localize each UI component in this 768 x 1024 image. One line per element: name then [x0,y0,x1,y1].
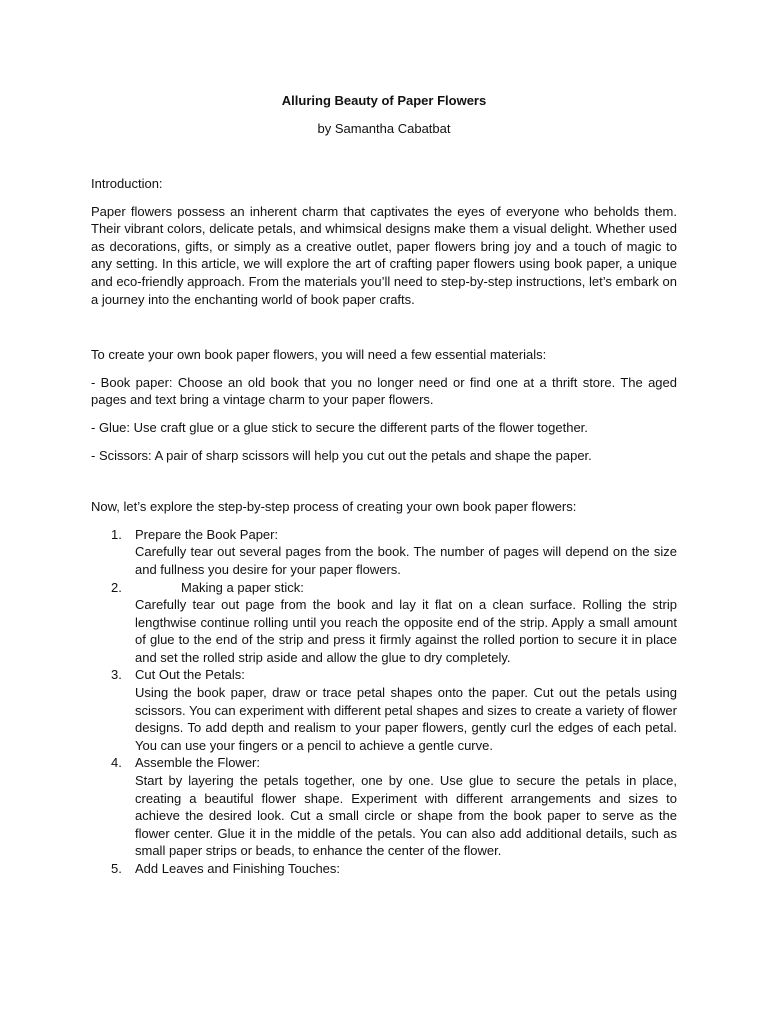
steps-list [91,526,677,878]
step-title: Making a paper stick: [181,579,304,595]
step-number: 1. [111,526,122,542]
step-number: 4. [111,755,122,771]
step-item [91,754,677,860]
step-title: Prepare the Book Paper: [135,526,279,542]
material-item-book-paper: - Book paper: Choose an old book that you no longer need or find one at a thrift store. The aged pages and text bring a vintage charm to your paper flowers. [91,374,677,408]
document-body [91,175,677,878]
process-intro: Now, let’s explore the step-by-step process of creating your own book paper flowers: [91,499,577,515]
step-body: Start by layering the petals together, one by one. Use glue to secure the petals in place, creating a beautiful flower shape. Experiment with different arrangements and sizes to achieve the desired look. Cut a small circle or shape from the book paper to serve as the flower center. Glue it in the middle of the petals. You can also add additional details, such as small paper strips or beads, to enhance the center of the flower. [135,773,677,859]
step-number: 2. [111,579,122,595]
step-title: Add Leaves and Finishing Touches: [135,861,341,876]
intro-paragraph: Paper flowers possess an inherent charm that captivates the eyes of everyone who beholds them. Their vibrant colors, delicate petals, and whimsical designs make them a visual delight. Whether used as decorations, gifts, or simply as a creative outlet, paper flowers bring joy and a touch of magic to any setting. In this article, we will explore the art of crafting paper flowers using book paper, a unique and eco-friendly approach. From the materials you’ll need to step-by-step instructions, let’s embark on a journey into the enchanting world of book paper crafts. [91,203,677,307]
intro-heading: Introduction: [91,176,163,191]
material-item-scissors: - Scissors: A pair of sharp scissors will help you cut out the petals and shape the paper. [91,447,592,463]
author-byline: by Samantha Cabatbat [317,121,451,136]
step-body: Using the book paper, draw or trace petal shapes onto the paper. Cut out the petals using scissors. You can experiment with different petal shapes and sizes to create a variety of flower designs. To add depth and realism to your paper flowers, gently curl the edges of each petal. You can use your fingers or a pencil to achieve a gentle curve. [135,685,677,753]
document-title: Alluring Beauty of Paper Flowers [281,93,487,108]
step-title: Assemble the Flower: [135,755,260,771]
materials-intro: To create your own book paper flowers, you will need a few essential materials: [91,347,547,363]
step-item [91,579,677,667]
step-number: 5. [111,861,122,876]
material-item-glue: - Glue: Use craft glue or a glue stick to secure the different parts of the flower together. [91,419,588,435]
step-item [91,526,677,579]
step-title: Cut Out the Petals: [135,667,245,683]
step-body: Carefully tear out several pages from the book. The number of pages will depend on the size and fullness you desire for your paper flowers. [135,544,677,577]
step-body: Carefully tear out page from the book and lay it flat on a clean surface. Rolling the strip lengthwise continue rolling until you reach the opposite end of the strip. Apply a small amount of glue to the end of the strip and press it firmly against the rolled portion to secure it in place and set the rolled strip aside and allow the glue to dry completely. [135,597,677,665]
step-item [91,666,677,754]
step-number: 3. [111,667,122,683]
step-item [91,860,677,878]
